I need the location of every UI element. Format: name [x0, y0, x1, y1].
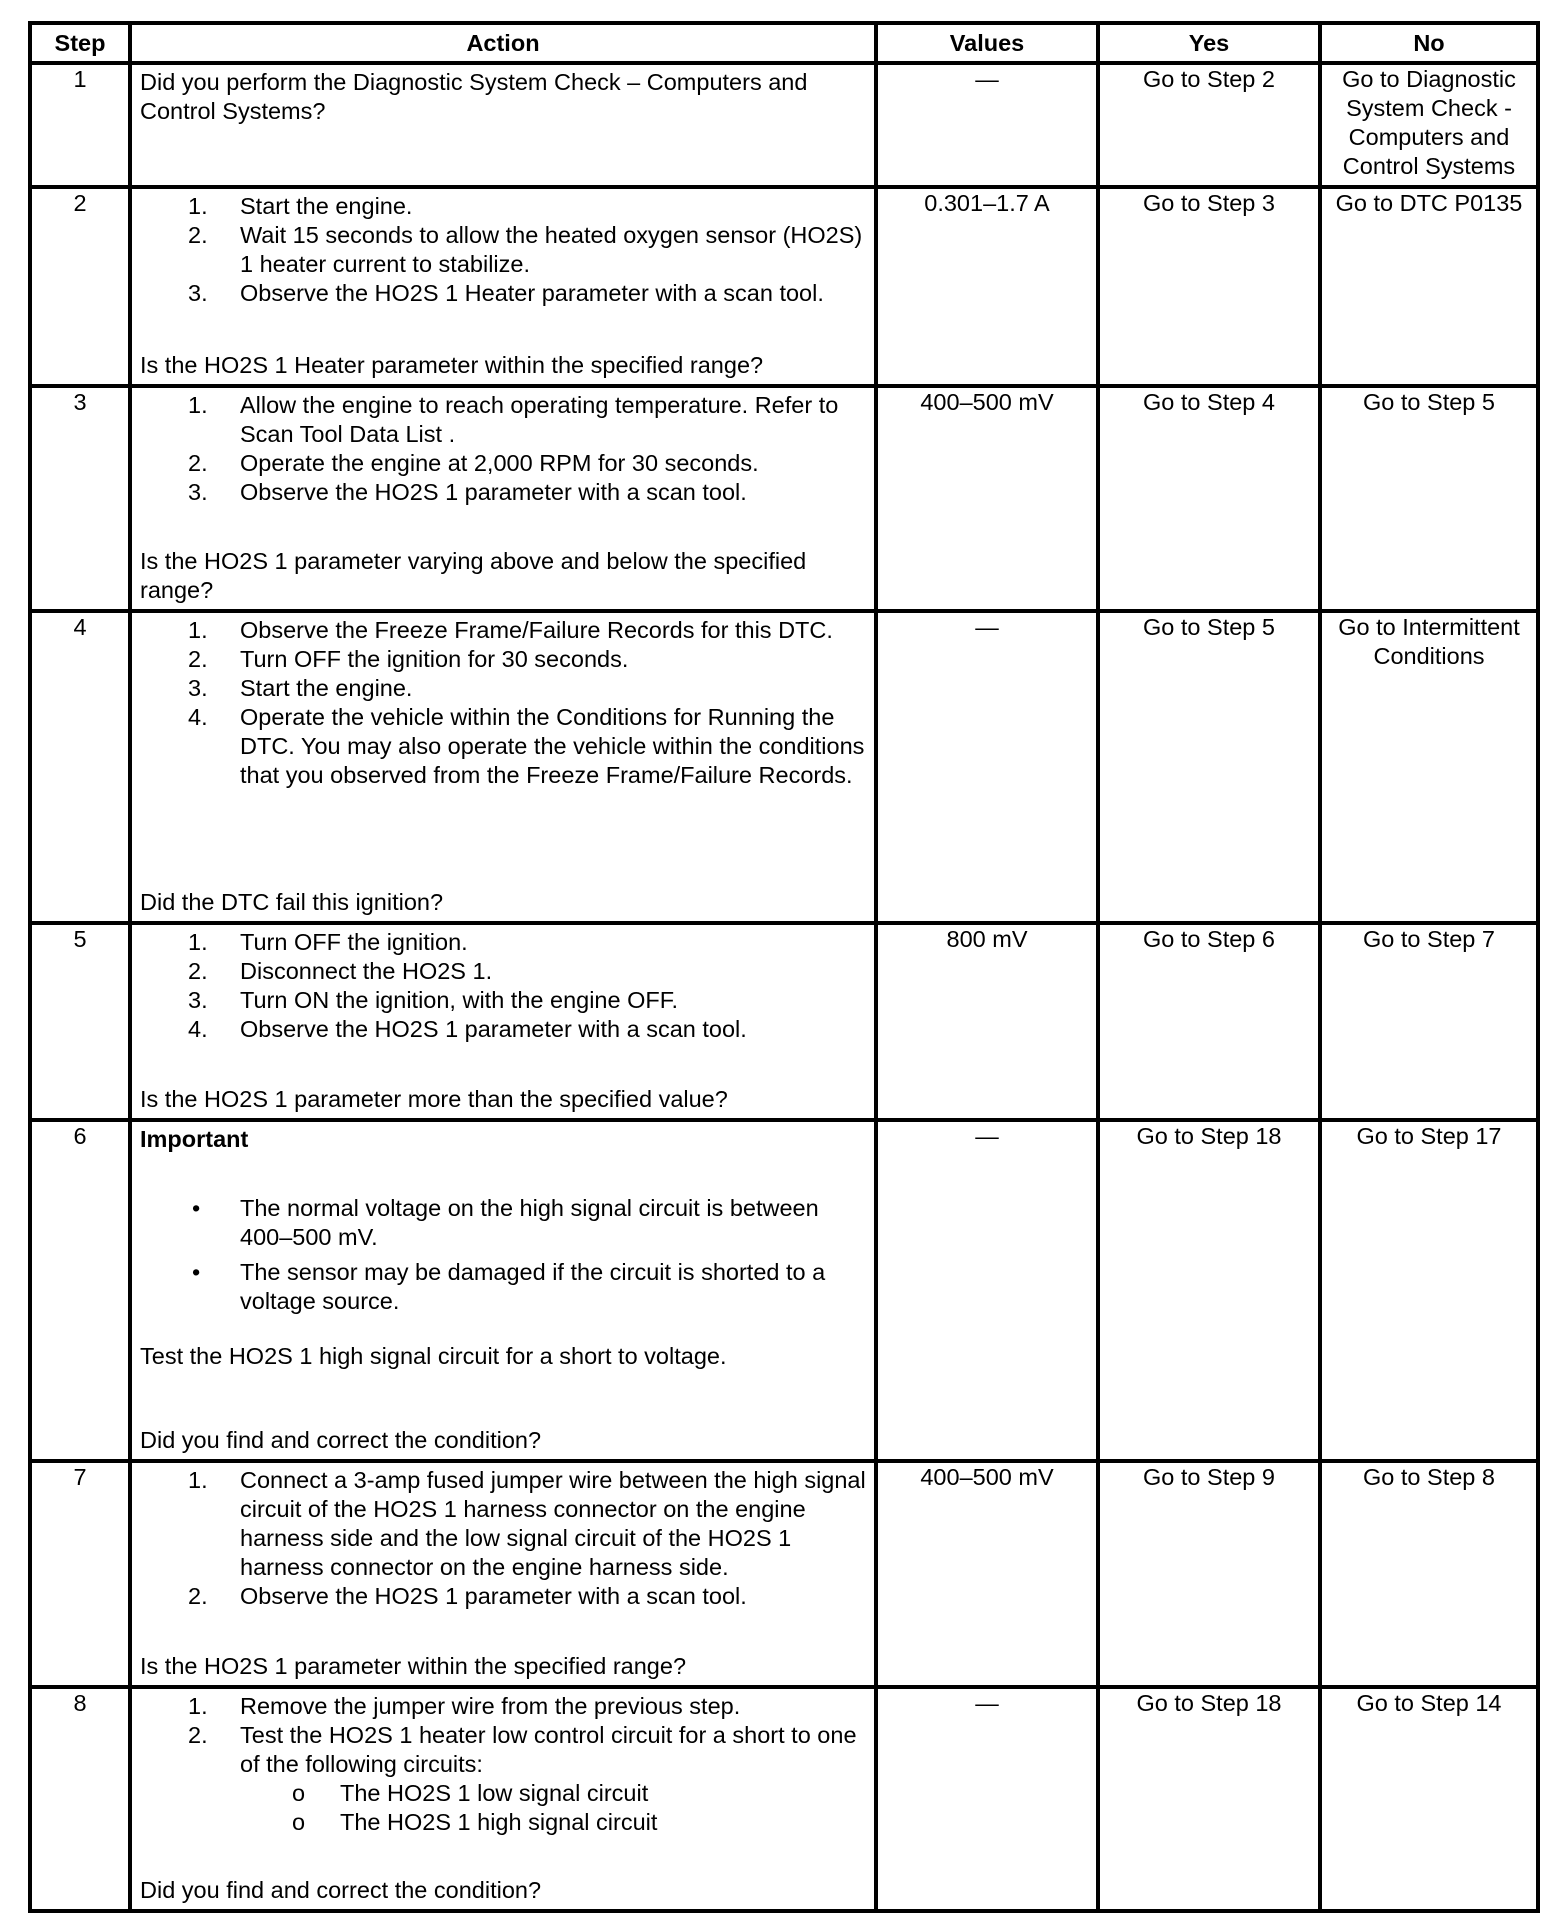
header-step: Step — [30, 23, 130, 63]
table-row — [30, 1461, 1538, 1687]
diagnostic-table — [28, 21, 1540, 1913]
no-cell — [1320, 1120, 1538, 1461]
step-number: 7 — [30, 1461, 130, 1687]
list-item: • The sensor may be damaged if the circuit is shorted to a voltage source. — [192, 1259, 826, 1314]
step-number: 6 — [30, 1120, 130, 1461]
yes-link[interactable]: Go to Step 9 — [1143, 1464, 1275, 1490]
list-item: 4. Observe the HO2S 1 parameter with a scan tool. — [188, 1016, 747, 1042]
list-item: 1. Allow the engine to reach operating temperature. Refer to Scan Tool Data List . — [188, 392, 839, 447]
value-cell: — — [876, 1120, 1098, 1461]
list-item: 1. Observe the Freeze Frame/Failure Records for this DTC. — [188, 617, 833, 643]
yes-link[interactable]: Go to Step 18 — [1136, 1123, 1282, 1149]
value-cell: 800 mV — [876, 923, 1098, 1120]
list-item: o The HO2S 1 high signal circuit — [292, 1809, 658, 1835]
no-cell — [1320, 1687, 1538, 1911]
action-question: Did you perform the Diagnostic System Check – Computers and Control Systems? — [140, 69, 808, 124]
yes-cell — [1098, 187, 1320, 386]
list-item: 3. Start the engine. — [188, 675, 413, 701]
yes-link[interactable]: Go to Step 3 — [1143, 190, 1275, 216]
header-values: Values — [876, 23, 1098, 63]
bullet-icon: • — [192, 1195, 201, 1221]
no-cell — [1320, 386, 1538, 611]
circle-bullet-icon: o — [292, 1809, 306, 1835]
action-question: Did you find and correct the condition? — [140, 1877, 542, 1903]
action-question: Did you find and correct the condition? — [140, 1427, 542, 1453]
list-item: 3. Observe the HO2S 1 parameter with a scan tool. — [188, 479, 747, 505]
no-link[interactable]: Go to Intermittent Conditions — [1338, 614, 1520, 669]
list-item: 2. Observe the HO2S 1 parameter with a scan tool. — [188, 1583, 747, 1609]
step-number: 8 — [30, 1687, 130, 1911]
no-link[interactable]: Go to Step 8 — [1363, 1464, 1495, 1490]
action-question: Did the DTC fail this ignition? — [140, 889, 444, 915]
step-number: 4 — [30, 611, 130, 923]
yes-cell — [1098, 63, 1320, 187]
no-link[interactable]: Go to DTC P0135 — [1335, 190, 1523, 216]
no-link[interactable]: Go to Step 14 — [1356, 1690, 1502, 1716]
value-cell: — — [876, 63, 1098, 187]
action-steps — [140, 391, 866, 507]
yes-cell — [1098, 1461, 1320, 1687]
yes-cell — [1098, 1120, 1320, 1461]
yes-cell — [1098, 1687, 1320, 1911]
action-question: Is the HO2S 1 parameter varying above and below the specified range? — [140, 548, 807, 603]
list-item: 2. Disconnect the HO2S 1. — [188, 958, 493, 984]
list-item: 1. Turn OFF the ignition. — [188, 929, 468, 955]
list-item: 3. Observe the HO2S 1 Heater parameter with a scan tool. — [188, 280, 824, 306]
no-link[interactable]: Go to Step 7 — [1363, 926, 1495, 952]
yes-link[interactable]: Go to Step 18 — [1136, 1690, 1282, 1716]
value-cell: — — [876, 611, 1098, 923]
step-number: 5 — [30, 923, 130, 1120]
list-item: 2. Turn OFF the ignition for 30 seconds. — [188, 646, 629, 672]
value-cell: 0.301–1.7 A — [876, 187, 1098, 386]
circle-bullet-icon: o — [292, 1780, 306, 1806]
important-notes — [140, 1194, 866, 1316]
no-link[interactable]: Go to Step 17 — [1356, 1123, 1502, 1149]
table-row — [30, 1687, 1538, 1911]
table-row — [30, 187, 1538, 386]
yes-cell — [1098, 386, 1320, 611]
no-cell — [1320, 611, 1538, 923]
action-cell — [130, 1120, 876, 1461]
value-cell: 400–500 mV — [876, 1461, 1098, 1687]
list-item: 2. Operate the engine at 2,000 RPM for 30 seconds. — [188, 450, 759, 476]
action-steps — [140, 1466, 866, 1611]
table-row — [30, 923, 1538, 1120]
no-link[interactable]: Go to Diagnostic System Check - Computers and Control Systems — [1342, 66, 1516, 179]
action-cell — [130, 386, 876, 611]
value-cell: — — [876, 1687, 1098, 1911]
list-item: 1. Start the engine. — [188, 193, 413, 219]
yes-cell — [1098, 923, 1320, 1120]
action-steps — [140, 1692, 866, 1837]
yes-link[interactable]: Go to Step 2 — [1143, 66, 1275, 92]
action-cell — [130, 611, 876, 923]
action-cell — [130, 63, 876, 187]
value-cell: 400–500 mV — [876, 386, 1098, 611]
sub-list — [140, 1779, 866, 1837]
bullet-icon: • — [192, 1259, 201, 1285]
step-number: 3 — [30, 386, 130, 611]
action-steps — [140, 192, 866, 308]
table-row — [30, 1120, 1538, 1461]
important-label: Important — [140, 1126, 249, 1152]
action-steps — [140, 928, 866, 1044]
action-question: Is the HO2S 1 Heater parameter within the specified range? — [140, 352, 764, 378]
action-cell — [130, 1461, 876, 1687]
step-number: 1 — [30, 63, 130, 187]
action-steps — [140, 616, 866, 790]
action-question: Is the HO2S 1 parameter within the specified range? — [140, 1653, 687, 1679]
list-item: 4. Operate the vehicle within the Conditions for Running the DTC. You may also operate the vehicle within the conditions that you observed from the Freeze Frame/Failure Records. — [188, 704, 865, 788]
action-cell — [130, 923, 876, 1120]
action-instruction: Test the HO2S 1 high signal circuit for a short to voltage. — [140, 1343, 727, 1369]
list-item: o The HO2S 1 low signal circuit — [292, 1780, 649, 1806]
list-item: 2. Wait 15 seconds to allow the heated oxygen sensor (HO2S) 1 heater current to stabilize. — [188, 222, 863, 277]
action-question: Is the HO2S 1 parameter more than the specified value? — [140, 1086, 728, 1112]
yes-link[interactable]: Go to Step 4 — [1143, 389, 1275, 415]
yes-link[interactable]: Go to Step 5 — [1143, 614, 1275, 640]
table-row — [30, 63, 1538, 187]
table-row — [30, 611, 1538, 923]
list-item: 2. Test the HO2S 1 heater low control circuit for a short to one of the following circuits: o The HO2S 1 low signal circuit o The HO2S 1 high signal circuit — [140, 1721, 866, 1837]
list-item: 1. Remove the jumper wire from the previous step. — [188, 1693, 741, 1719]
yes-cell — [1098, 611, 1320, 923]
no-link[interactable]: Go to Step 5 — [1363, 389, 1495, 415]
no-cell — [1320, 63, 1538, 187]
no-cell — [1320, 1461, 1538, 1687]
action-cell — [130, 187, 876, 386]
no-cell — [1320, 923, 1538, 1120]
header-row — [30, 23, 1538, 63]
no-cell — [1320, 187, 1538, 386]
list-item: • The normal voltage on the high signal circuit is between 400–500 mV. — [192, 1195, 819, 1250]
yes-link[interactable]: Go to Step 6 — [1143, 926, 1275, 952]
list-item: 1. Connect a 3-amp fused jumper wire between the high signal circuit of the HO2S 1 harness connector on the engine harness side and the low signal circuit of the HO2S 1 harness connector on the engine harness side. — [188, 1467, 866, 1580]
header-action: Action — [130, 23, 876, 63]
action-cell — [130, 1687, 876, 1911]
step-number: 2 — [30, 187, 130, 386]
header-no: No — [1320, 23, 1538, 63]
list-item: 3. Turn ON the ignition, with the engine OFF. — [188, 987, 679, 1013]
header-yes: Yes — [1098, 23, 1320, 63]
table-row — [30, 386, 1538, 611]
